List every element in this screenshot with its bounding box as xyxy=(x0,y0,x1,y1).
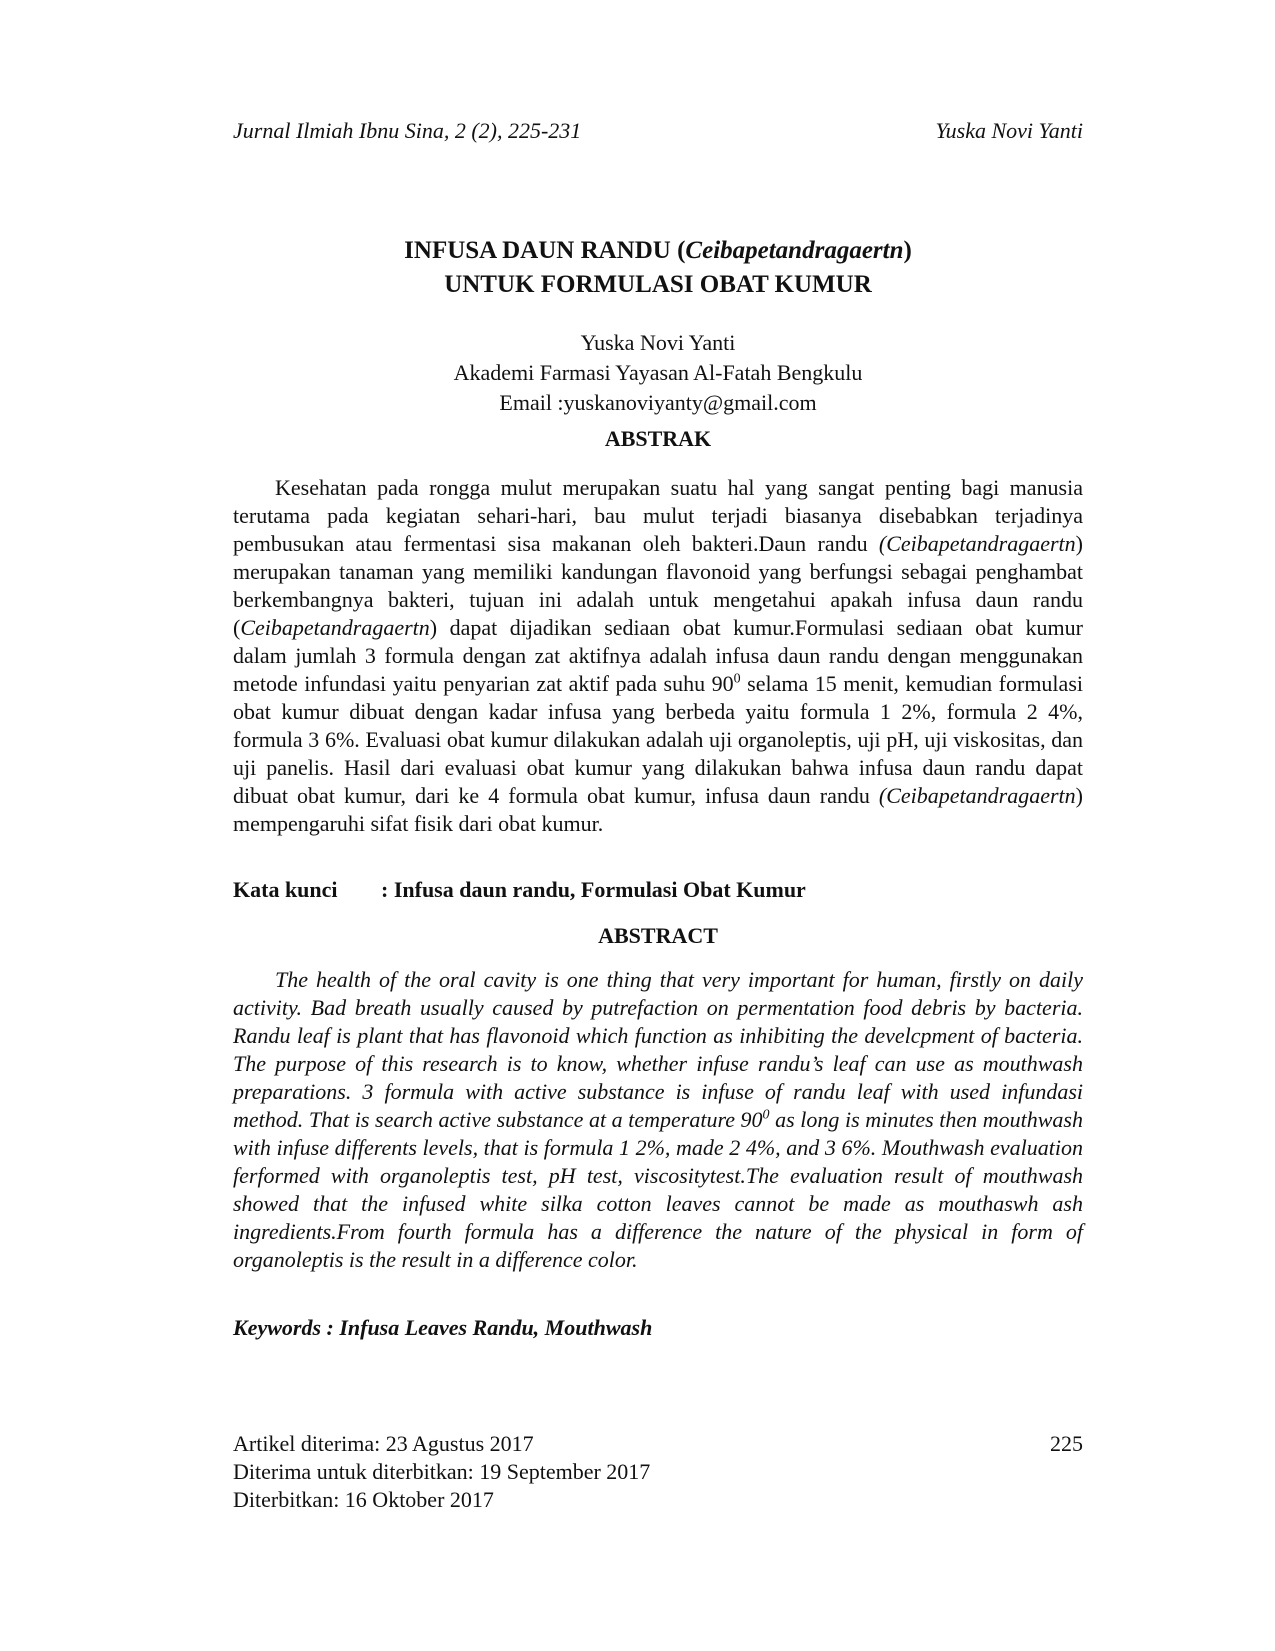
author-block xyxy=(233,328,1083,418)
footer-row-1 xyxy=(233,1430,1083,1458)
abstract-body xyxy=(233,966,1083,1274)
paper-title xyxy=(233,234,1083,302)
abstrak-body xyxy=(233,474,1083,838)
running-head xyxy=(233,118,1083,144)
author-name: Yuska Novi Yanti xyxy=(580,330,736,355)
abstrak-species-2: Ceibapetandragaertn xyxy=(240,615,430,640)
title-prefix: INFUSA DAUN RANDU ( xyxy=(404,237,686,264)
date-accepted: Diterima untuk diterbitkan: 19 September 2017 xyxy=(233,1459,651,1484)
abstrak-text-4: selama 15 menit, kemudian formulasi obat kumur dibuat dengan kadar infusa yang berbeda yaitu formula 1 2%, formula 2 4%, formula 3 6%. Evaluasi obat kumur dilakukan adalah uji organoleptis, uji pH, uji viskositas, dan uji panelis. Hasil dari evaluasi obat kumur yang dilakukan bahwa infusa daun randu dapat dibuat obat kumur, dari ke 4 formula obat kumur, infusa daun randu xyxy=(233,671,1083,808)
title-species: Ceibapetandragaertn xyxy=(685,237,904,264)
abstract-text-1: The health of the oral cavity is one thing that very important for human, firstly on daily activity. Bad breath usually caused by putrefaction on permentation food debris by bacteria. Randu leaf is plant that has flavonoid which function as inhibiting the develcpment of bacteria. The purpose of this research is to know, whether infuse randu’s leaf can use as mouthwash preparations. 3 formula with active substance is infuse of randu leaf with used infundasi method. That is search active substance at a temperature 90 xyxy=(233,967,1083,1132)
page-number: 225 xyxy=(1050,1431,1083,1456)
title-suffix: ) xyxy=(903,237,912,264)
author-affiliation: Akademi Farmasi Yayasan Al-Fatah Bengkulu xyxy=(453,360,863,385)
abstrak-text-3: ) dapat dijadikan sediaan obat kumur.Formulasi sediaan obat kumur dalam jumlah 3 formula dengan zat aktifnya adalah infusa daun randu dengan menggunakan metode infundasi yaitu penyarian zat aktif pada suhu 90 xyxy=(233,615,1083,696)
author-email: Email :yuskanoviyanty@gmail.com xyxy=(499,390,817,415)
abstrak-text-2: ) merupakan tanaman yang memiliki kandungan flavonoid yang berfungsi sebagai penghambat berkembangnya bakteri, tujuan ini adalah untuk mengetahui apakah infusa daun randu ( xyxy=(233,531,1083,640)
abstrak-superscript: 0 xyxy=(733,671,741,687)
abstract-text-2: as long is minutes then mouthwash with infuse differents levels, that is formula 1 2%, made 2 4%, and 3 6%. Mouthwash evaluation ferformed with organoleptis test, pH test, viscositytest.The evaluation result of mouthwash showed that the infused white silka cotton leaves cannot be made as mouthaswh ash ingredients.From fourth formula has a difference the nature of the physical in form of organoleptis is the result in a difference color. xyxy=(233,1107,1083,1272)
kata-kunci-value: : Infusa daun randu, Formulasi Obat Kumur xyxy=(381,877,806,902)
title-line-1 xyxy=(233,234,1083,268)
date-published: Diterbitkan: 16 Oktober 2017 xyxy=(233,1487,494,1512)
date-received: Artikel diterima: 23 Agustus 2017 xyxy=(233,1431,534,1456)
abstrak-text-5: ) mempengaruhi sifat fisik dari obat kumur. xyxy=(233,783,1083,836)
abstrak-species-3: (Ceibapetandragaertn xyxy=(878,783,1076,808)
title-line-2: UNTUK FORMULASI OBAT KUMUR xyxy=(444,271,872,298)
abstract-heading: ABSTRACT xyxy=(598,923,718,948)
keywords: Keywords : Infusa Leaves Randu, Mouthwash xyxy=(233,1315,653,1340)
abstract-superscript: 0 xyxy=(762,1107,770,1123)
abstrak-species-1: (Ceibapetandragaertn xyxy=(878,531,1076,556)
abstrak-heading: ABSTRAK xyxy=(604,426,712,451)
journal-citation: Jurnal Ilmiah Ibnu Sina, 2 (2), 225-231 xyxy=(233,118,582,143)
kata-kunci-label: Kata kunci xyxy=(233,877,338,902)
kata-kunci xyxy=(233,876,1083,904)
abstrak-text-1: Kesehatan pada rongga mulut merupakan suatu hal yang sangat penting bagi manusia terutama pada kegiatan sehari-hari, bau mulut terjadi biasanya disebabkan terjadinya pembusukan atau fermentasi sisa makanan oleh bakteri.Daun randu xyxy=(233,475,1083,556)
running-head-author: Yuska Novi Yanti xyxy=(935,118,1083,143)
article-dates xyxy=(233,1430,1083,1514)
